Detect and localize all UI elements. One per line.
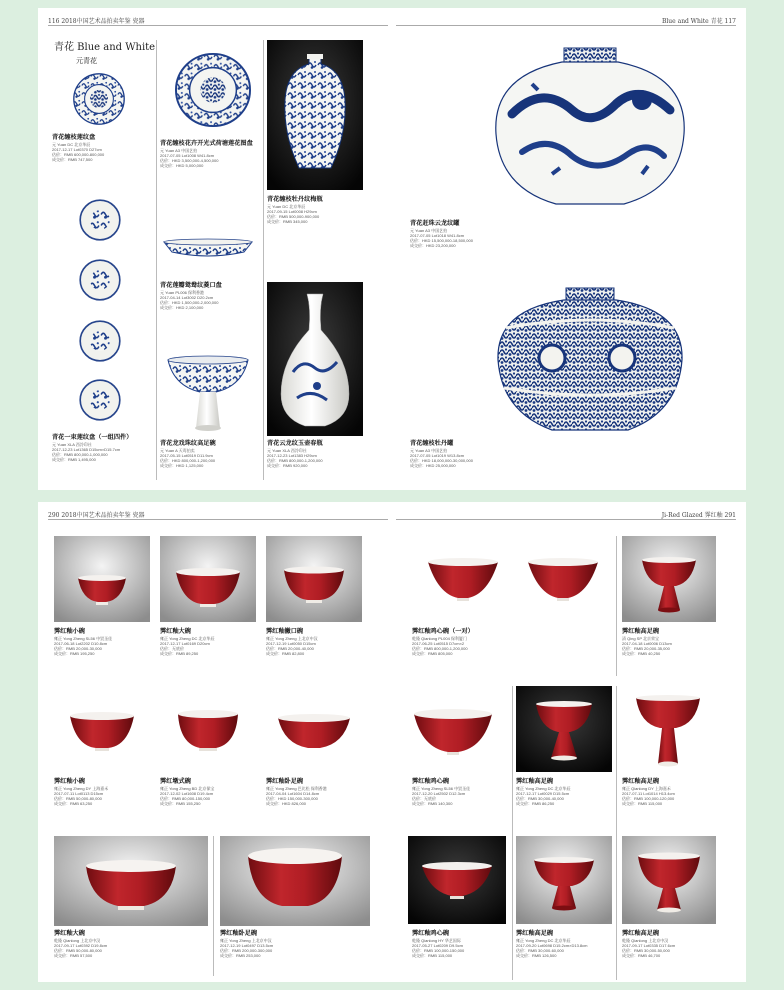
lot-caption: 霁红釉卧足碗 雍正 Yong Zheng 上北京中汉 2017-12-19 Lot0497 D13.5cm 估价：RMB 200,000-300,000 成交价：RMB 253,000: [220, 930, 274, 959]
lot-caption: 霁红釉大碗 乾隆 Qianlong 上北京中汉 2017-09-17 Lot0392 D19.8cm 估价：RMB 50,000-80,000 成交价：RMB 57,500: [54, 930, 108, 959]
lot-caption: 青花云龙纹玉壶春瓶 元 Yuan XLA 西泠印社 2017-12-23 Lot1383 H29cm 估价：RMB 800,000-1,200,000 成交价：RMB 920,000: [267, 440, 323, 469]
column-divider: [616, 536, 617, 676]
lot-caption: 青花缠枝牡丹纹梅瓶 元 Yuan DC 北京华辰 2017-09-15 Lot0008 H29cm 估价：RMB 500,000-900,000 成交价：RMB 345,000: [267, 196, 323, 225]
red-bowl-photo: [62, 710, 142, 754]
dish-photo: [162, 236, 254, 258]
section-title: 青花 Blue and White: [54, 42, 156, 53]
column-divider: [616, 686, 617, 980]
section-heading: [54, 38, 155, 66]
lot-caption: 霁红釉鸡心碗（一对） 乾隆 Qianlong PL004 保利厦门 2017-06-25 Lot0515 D7cm×2 估价：RMB 800,000-1,200,000 成交价：RMB 805,000: [412, 628, 474, 657]
plate-photo: [78, 258, 122, 302]
column-divider: [213, 836, 214, 976]
stem-cup-photo: [516, 836, 612, 924]
red-bowl-photo: [522, 556, 604, 606]
page-291: [392, 502, 746, 982]
lot-caption: 霁红釉小碗 雍正 Yong Zheng SL56 中贸圣佳 2017-06-18 Lot2202 D10.8cm 估价：RMB 20,000-30,000 成交价：RMB 195,250: [54, 628, 113, 657]
lot-caption: 霁红釉大碗 雍正 Yong Zheng DC 北京华辰 2017-12-17 Lot0169 D20cm 估价：无底价 成交价：RMB 89,250: [160, 628, 215, 657]
red-bowl-photo: [408, 706, 498, 758]
red-bowl-photo: [266, 536, 362, 622]
lot-caption: 霁红釉鸡心碗 乾隆 Qianlong HY 华艺国际 2017-05-27 Lot0209 D9.5cm 估价：RMB 100,000-150,000 成交价：RMB 115,000: [412, 930, 465, 959]
running-head: 116 2018中国艺术品拍卖年鉴 瓷器: [48, 18, 145, 25]
red-bowl-photo: [168, 708, 248, 754]
plate-photo: [174, 52, 252, 128]
lot-caption: 霁红釉小碗 雍正 Yong Zheng DY 上海嘉禾 2017-07-11 Lot0113 D15cm 估价：RMB 50,000-80,000 成交价：RMB 63,250: [54, 778, 109, 807]
lot-caption: 青花缠枝花卉开光式荷塘莲花图盘 元 Yuan A3 中国艺拍 2017-07-05 Lot1008 W41.8cm 估价：HKD 3,500,000-4,500,000 成交价：HKD 5,000,000: [160, 140, 253, 169]
lot-caption: 青花缠枝牡丹罐 元 Yuan A3 中国艺拍 2017-07-05 Lot1019 W13.8cm 估价：HKD 18,000,000-30,000,000 成交价：HKD 25,000,000: [410, 440, 473, 469]
lot-caption: 霁红墩式碗 雍正 Yong Zheng BD 北京保宝 2017-12-02 Lot1608 D19.4cm 估价：RMB 80,000-150,000 成交价：RMB 155,250: [160, 778, 215, 807]
header-rule: [396, 519, 736, 520]
lot-caption: 霁红釉卧足碗 雍正 Yong Zheng 巴比松 保利香港 2017-04-04 Lot1604 D14.8cm 估价：HKD 150,000-300,000 成交价：HKD 826,000: [266, 778, 327, 807]
peony-jar-photo: [492, 284, 688, 434]
lot-caption: 霁红釉高足碗 清 Qing SP 北京荣宝 2017-04-18 Lot0006 D13cm 估价：RMB 20,000-35,000 成交价：RMB 40,250: [622, 628, 672, 657]
lot-caption: 青花莲瓣鸳鸯纹菱口盘 元 Yuan PL006 保利香港 2017-04-14 Lot3002 D20.2cm 估价：HKD 1,500,000-2,000,000 成交价：HKD 2,100,000: [160, 282, 222, 311]
lot-caption: 霁红釉鸡心碗 雍正 Yong Zheng SL56 中贸圣佳 2017-12-20 Lot2502 D12.3cm 估价：无底价 成交价：RMB 140,300: [412, 778, 471, 807]
dragon-jar-photo: [492, 44, 688, 210]
red-bowl-photo: [160, 536, 256, 622]
column-divider: [512, 686, 513, 980]
lot-caption: 霁红釉撇口碗 雍正 Yong Zheng 上北京中汉 2017-12-19 Lot0050 D15cm 估价：RMB 20,000-40,000 成交价：RMB 82,800: [266, 628, 318, 657]
red-bowl-photo: [220, 836, 370, 926]
stem-cup-photo: [516, 686, 612, 772]
lot-caption: 霁红釉高足碗 乾隆 Qianlong 上北京中汉 2017-09-17 Lot0335 D17.6cm 估价：RMB 30,000-50,000 成交价：RMB 46,700: [622, 930, 676, 959]
lot-caption: 青花一束莲纹盘（一组四件） 元 Yuan XLA 西泠印社 2017-12-23 Lot1365 D15cm×D15.7cm 估价：RMB 800,000-1,000,000 成交价：RMB 1,495,000: [52, 434, 133, 463]
lot-caption: 青花龙戏珠纹高足碗 元 Yuan A 天鸾拍卖 2017-05-15 Lot0519 D11.9cm 估价：HKD 800,000-1,200,000 成交价：HKD 1,125,000: [160, 440, 216, 469]
page-290: [38, 502, 392, 982]
stem-cup-photo: [622, 836, 716, 924]
header-rule: [396, 25, 736, 26]
lot-caption: 霁红釉高足碗 雍正 Yong Zheng DC 北京华辰 2017-12-17 Lot0029 D15.5cm 估价：RMB 30,000-40,000 成交价：RMB 86,250: [516, 778, 571, 807]
running-head: Blue and White 青花 117: [661, 18, 736, 25]
stem-cup-photo: [630, 692, 706, 772]
running-head: 290 2018中国艺术品拍卖年鉴 瓷器: [48, 512, 145, 519]
section-subtitle: 元青花: [76, 57, 97, 65]
stem-cup-photo: [162, 354, 254, 434]
red-bowl-photo: [54, 536, 150, 622]
lot-caption: 青花缠枝莲纹盘 元 Yuan DC 北京华辰 2017-12-17 Lot0370 D27cm 估价：RMB 600,000-800,000 成交价：RMB 747,500: [52, 134, 105, 163]
header-rule: [48, 25, 388, 26]
stem-cup-photo: [622, 536, 716, 622]
column-divider: [263, 40, 264, 480]
spread-ji-red-glazed: [38, 502, 746, 982]
red-bowl-photo: [422, 556, 504, 606]
page-117: [392, 8, 746, 490]
running-head: Ji-Red Glazed 霁红釉 291: [661, 512, 736, 519]
column-divider: [156, 40, 157, 480]
yuhuchun-vase-photo: [267, 282, 363, 436]
meiping-vase-photo: [267, 40, 363, 190]
plate-photo: [78, 198, 122, 242]
plate-photo: [78, 319, 122, 363]
lot-caption: 青花赶珠云龙纹罐 元 Yuan A3 中国艺拍 2017-07-05 Lot1018 W41.8cm 估价：HKD 15,500,000-18,500,000 成交价：HKD 23,200,000: [410, 220, 473, 249]
lot-caption: 霁红釉高足碗 雍正 Qianlong DY 上海嘉禾 2017-07-11 Lot1014 H13.4cm 估价：RMB 100,000-120,000 成交价：RMB 115,000: [622, 778, 675, 807]
plate-photo: [78, 378, 122, 422]
red-bowl-photo: [54, 836, 208, 926]
page-116: [38, 8, 392, 490]
lot-caption: 霁红釉高足碗 雍正 Yong Zheng DC 北京华辰 2017-09-20 Lot0698 D15.2cm×D13.8cm 估价：RMB 30,000-60,000 成交价：RMB 126,500: [516, 930, 588, 959]
red-bowl-photo: [408, 836, 506, 924]
plate-photo: [72, 72, 126, 126]
red-bowl-photo: [272, 710, 356, 754]
spread-blue-and-white: [38, 8, 746, 490]
header-rule: [48, 519, 388, 520]
